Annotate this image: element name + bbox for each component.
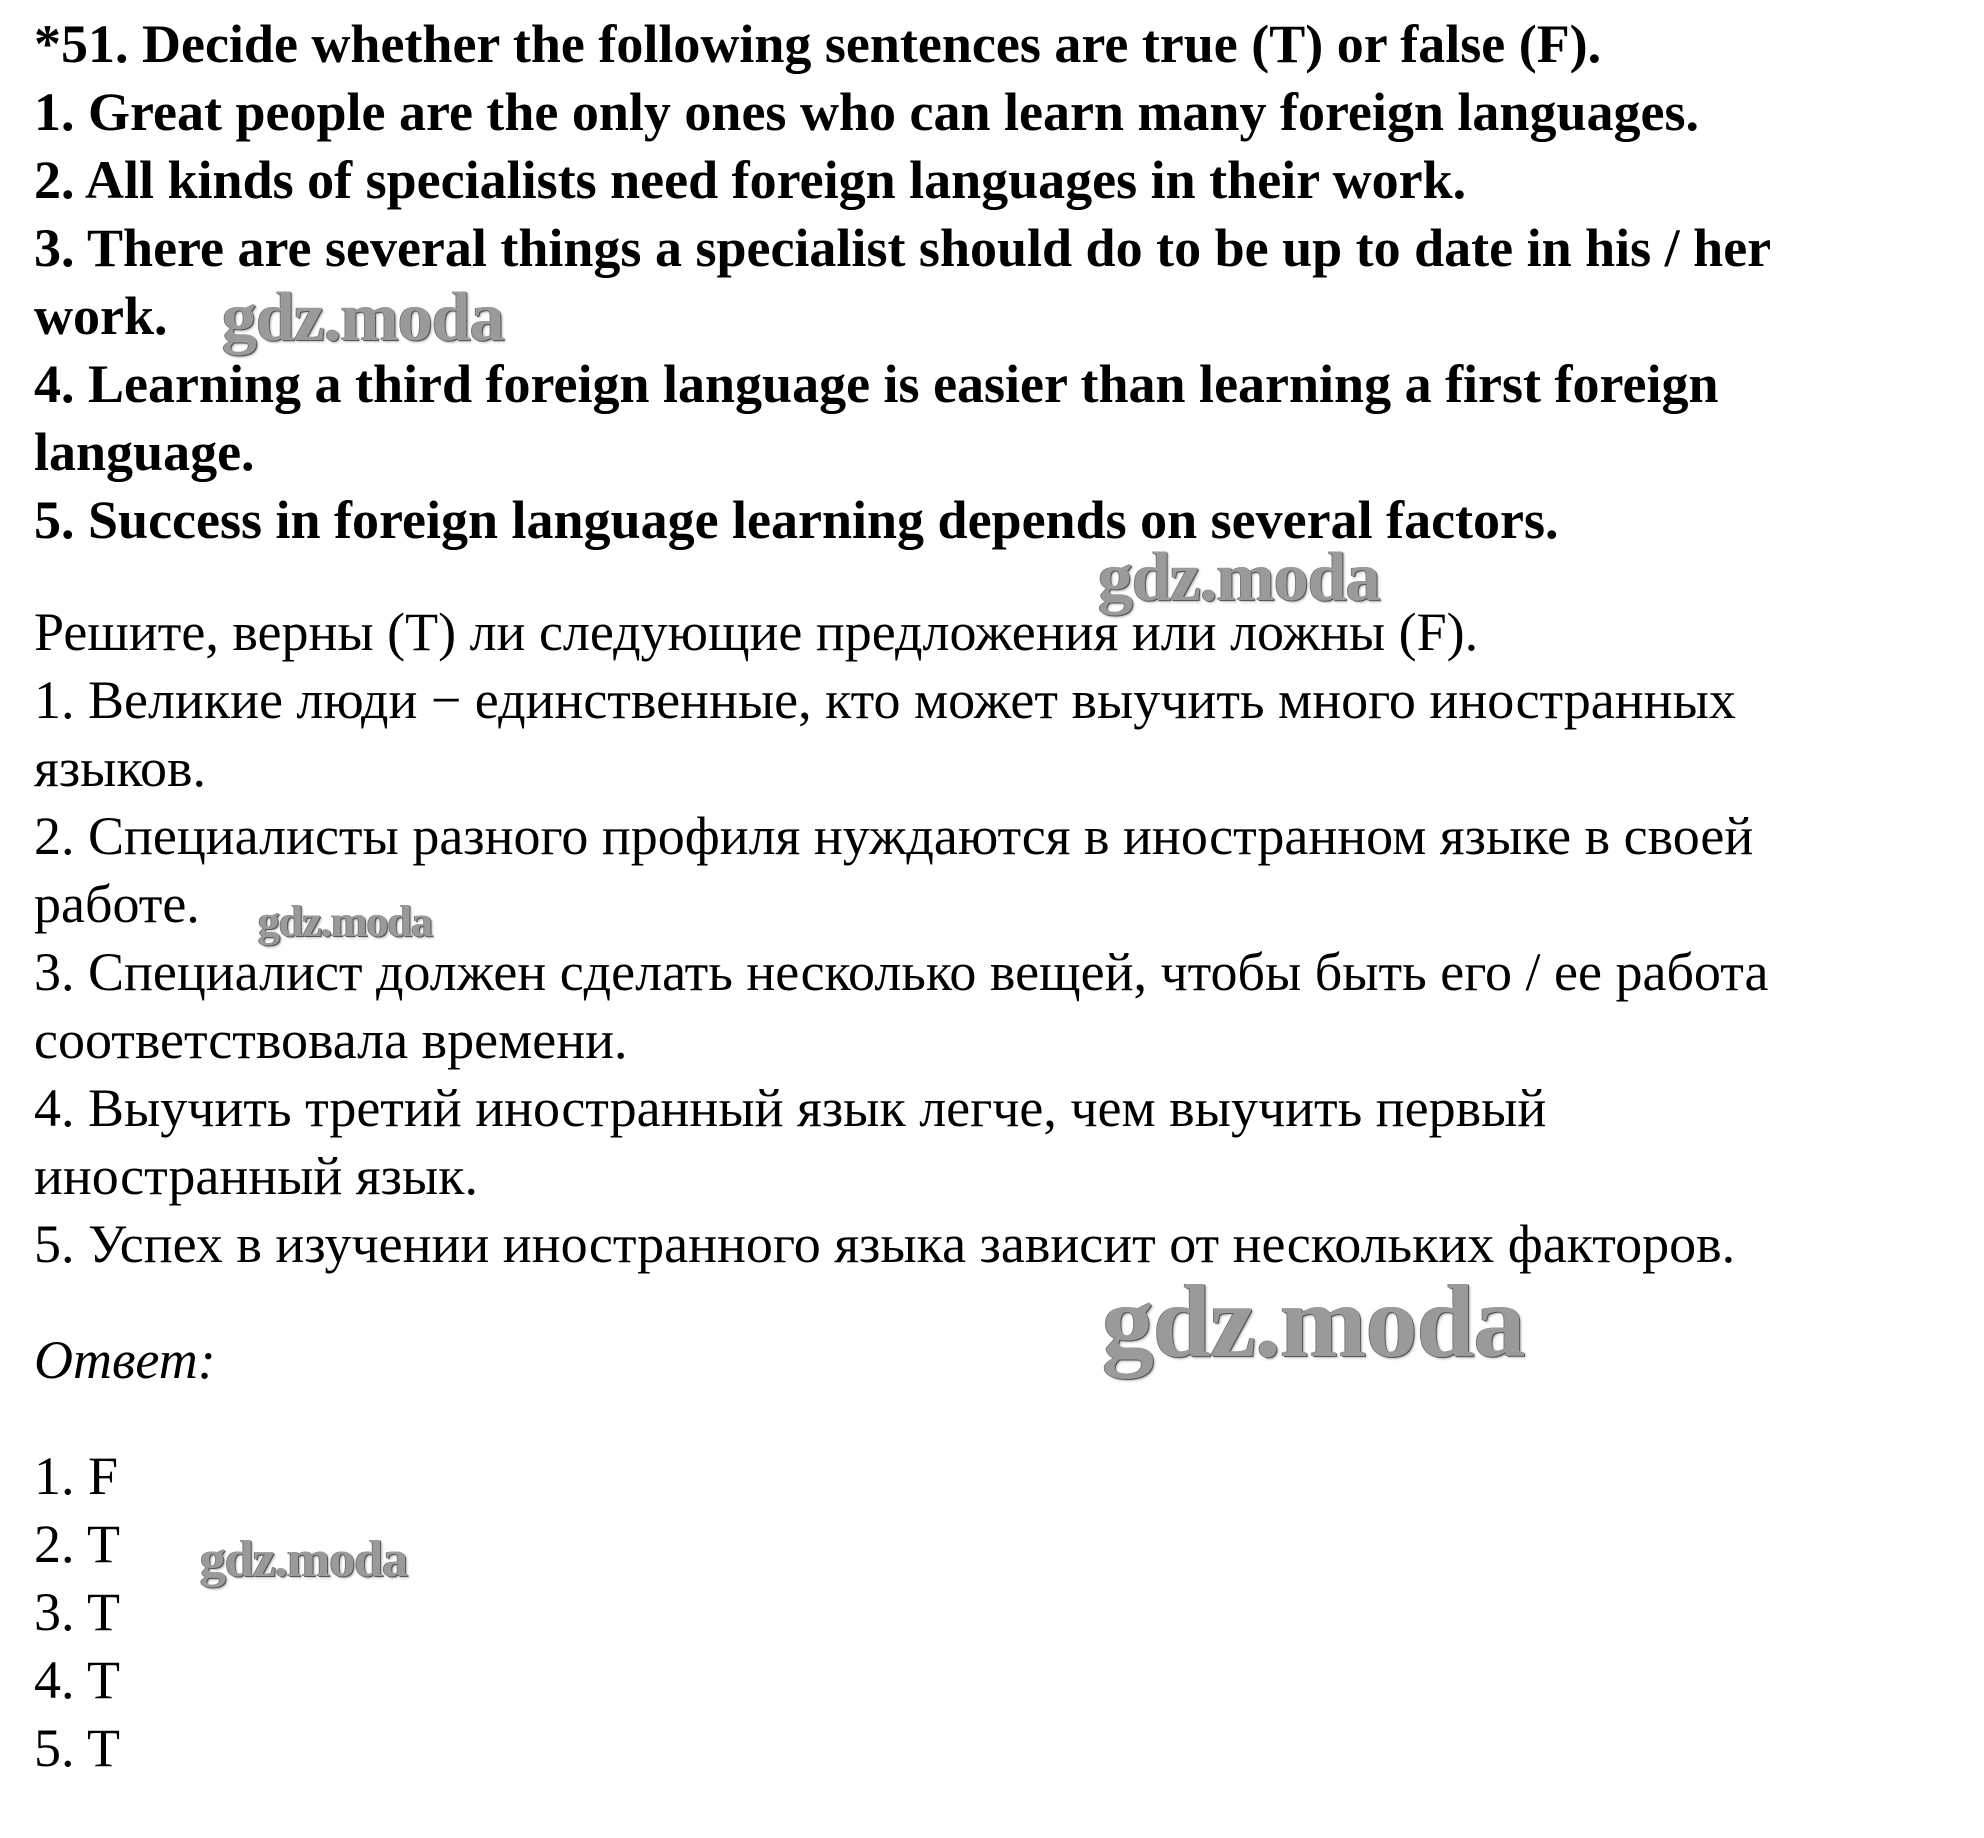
translation-line: 1. Великие люди − единственные, кто может выучить много иностранных <box>34 670 1736 730</box>
translation-line: 2. Специалисты разного профиля нуждаются в иностранном языке в своей <box>34 806 1754 866</box>
task-statement: language. <box>34 422 255 482</box>
task-statement: 2. All kinds of specialists need foreign languages in their work. <box>34 150 1467 210</box>
translation-line: работе. <box>34 874 200 934</box>
task-title: *51. Decide whether the following sentences are true (T) or false (F). <box>34 14 1602 74</box>
task-statement: 4. Learning a third foreign language is easier than learning a first foreign <box>34 354 1719 414</box>
translation-line: соответствовала времени. <box>34 1010 628 1070</box>
answer-item: 3. T <box>34 1582 121 1642</box>
translation-title: Решите, верны (T) ли следующие предложения или ложны (F). <box>34 602 1479 662</box>
answer-item: 5. T <box>34 1718 121 1778</box>
task-statement: 3. There are several things a specialist should do to be up to date in his / her <box>34 218 1772 278</box>
translation-line: 5. Успех в изучении иностранного языка зависит от нескольких факторов. <box>34 1214 1736 1274</box>
translation-line: языков. <box>34 738 206 798</box>
task-statement: work. <box>34 286 168 346</box>
watermark-logo: gdz.moda <box>1098 539 1380 616</box>
translation-line: 4. Выучить третий иностранный язык легче, чем выучить первый <box>34 1078 1547 1138</box>
watermark-logo: gdz.moda <box>258 897 433 946</box>
translation-line: 3. Специалист должен сделать несколько вещей, чтобы быть его / ее работа <box>34 942 1769 1002</box>
watermark-logo: gdz.moda <box>200 1531 408 1588</box>
task-statement: 1. Great people are the only ones who can learn many foreign languages. <box>34 82 1699 142</box>
answer-item: 2. T <box>34 1514 121 1574</box>
translation-line: иностранный язык. <box>34 1146 478 1206</box>
watermark-logo: gdz.moda <box>222 279 504 356</box>
watermark-logo: gdz.moda <box>1102 1264 1525 1379</box>
answer-item: 4. T <box>34 1650 121 1710</box>
answer-label: Ответ: <box>34 1330 216 1390</box>
task-statement: 5. Success in foreign language learning depends on several factors. <box>34 490 1559 550</box>
answer-item: 1. F <box>34 1446 119 1506</box>
